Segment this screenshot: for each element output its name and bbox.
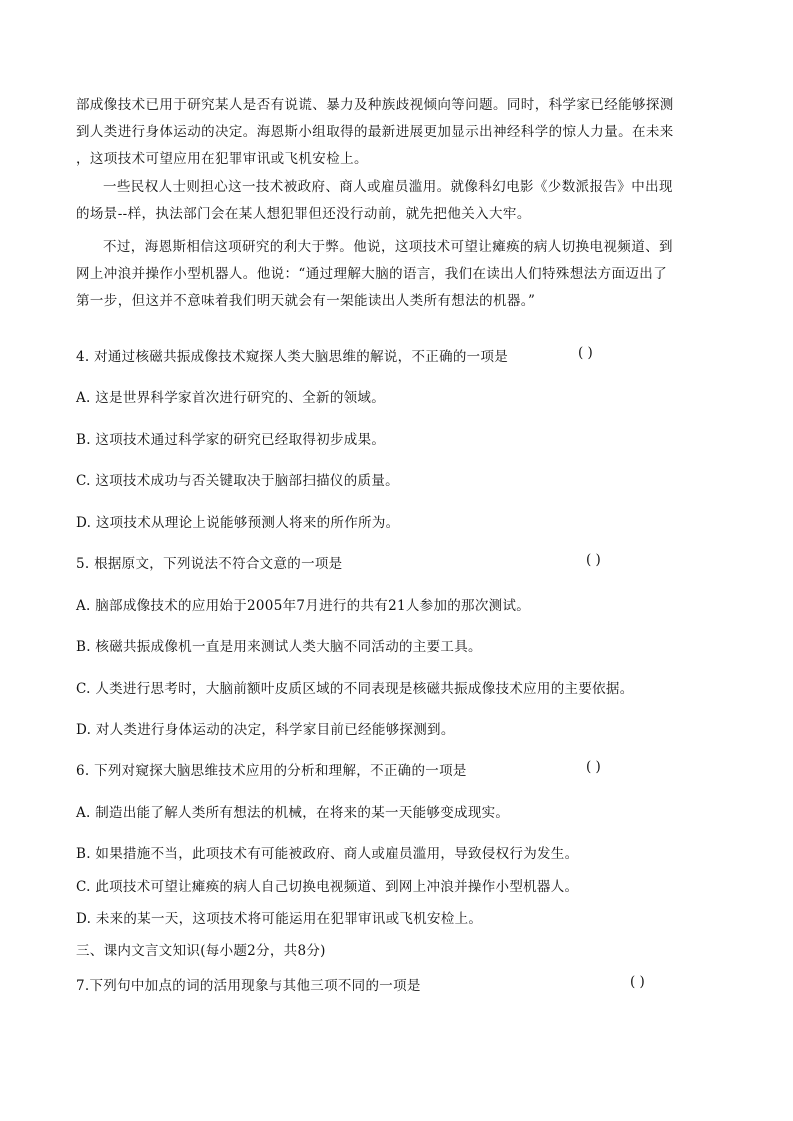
answer-blank[interactable]: ( ) <box>586 552 601 568</box>
answer-blank[interactable]: ( ) <box>630 974 645 990</box>
passage-paragraph-1 <box>76 92 726 173</box>
passage-line: 部成像技术已用于研究某人是否有说谎、暴力及种族歧视倾向等问题。同时，科学家已经能够探测 <box>76 97 674 113</box>
option-a: A. 脑部成像技术的应用始于2005年7月进行的共有21人参加的那次测试。 <box>76 598 531 614</box>
option-d: D. 对人类进行身体运动的决定，科学家目前已经能够探测到。 <box>76 722 455 738</box>
question-7-stem: 7.下列句中加点的词的活用现象与其他三项不同的一项是 <box>76 978 421 994</box>
option-b: B. 核磁共振成像机一直是用来测试人类大脑不同活动的主要工具。 <box>76 639 482 655</box>
option-d: D. 未来的某一天，这项技术将可能运用在犯罪审讯或飞机安检上。 <box>76 911 483 927</box>
passage-paragraph-3 <box>76 234 726 315</box>
question-5-stem: 5. 根据原文，下列说法不符合文意的一项是 <box>76 556 343 572</box>
passage-line: ，这项技术可望应用在犯罪审讯或飞机安检上。 <box>76 151 368 167</box>
question-6-stem: 6. 下列对窥探大脑思维技术应用的分析和理解，不正确的一项是 <box>76 763 467 779</box>
passage-line: 网上冲浪并操作小型机器人。他说：“通过理解大脑的语言，我们在读出人们特殊想法方面迈出了 <box>76 266 668 282</box>
option-a: A. 制造出能了解人类所有想法的机械，在将来的某一天能够变成现实。 <box>76 805 510 821</box>
option-c: C. 这项技术成功与否关键取决于脑部扫描仪的质量。 <box>76 473 399 489</box>
question-4-stem: 4. 对通过核磁共振成像技术窥探人类大脑思维的解说，不正确的一项是 <box>76 349 509 365</box>
answer-blank[interactable]: ( ) <box>586 759 601 775</box>
passage-line: 到人类进行身体运动的决定。海恩斯小组取得的最新进展更加显示出神经科学的惊人力量。在未来 <box>76 124 674 140</box>
option-a: A. 这是世界科学家首次进行研究的、全新的领域。 <box>76 390 386 406</box>
passage-line: 的场景--样，执法部门会在某人想犯罪但还没行动前，就先把他关入大牢。 <box>76 206 531 222</box>
passage-line: 不过，海恩斯相信这项研究的利大于弊。他说，这项技术可望让瘫痪的病人切换电视频道、到 <box>103 239 673 255</box>
answer-blank[interactable]: ( ) <box>578 345 593 361</box>
passage-paragraph-2 <box>76 174 726 228</box>
option-d: D. 这项技术从理论上说能够预测人将来的所作所为。 <box>76 515 400 531</box>
passage-line: 第一步，但这并不意味着我们明天就会有一架能读出人类所有想法的机器。” <box>76 293 536 309</box>
passage-line: 一些民权人士则担心这一技术被政府、商人或雇员滥用。就像科幻电影《少数派报告》中出现 <box>103 179 673 195</box>
option-b: B. 如果措施不当，此项技术有可能被政府、商人或雇员滥用，导致侵权行为发生。 <box>76 846 579 862</box>
option-c: C. 此项技术可望让瘫痪的病人自己切换电视频道、到网上冲浪并操作小型机器人。 <box>76 879 579 895</box>
option-c: C. 人类进行思考时，大脑前额叶皮质区域的不同表现是核磁共振成像技术应用的主要依据。 <box>76 681 634 697</box>
option-b: B. 这项技术通过科学家的研究已经取得初步成果。 <box>76 432 386 448</box>
section-heading: 三、课内文言文知识(每小题2分，共8分) <box>76 943 326 959</box>
